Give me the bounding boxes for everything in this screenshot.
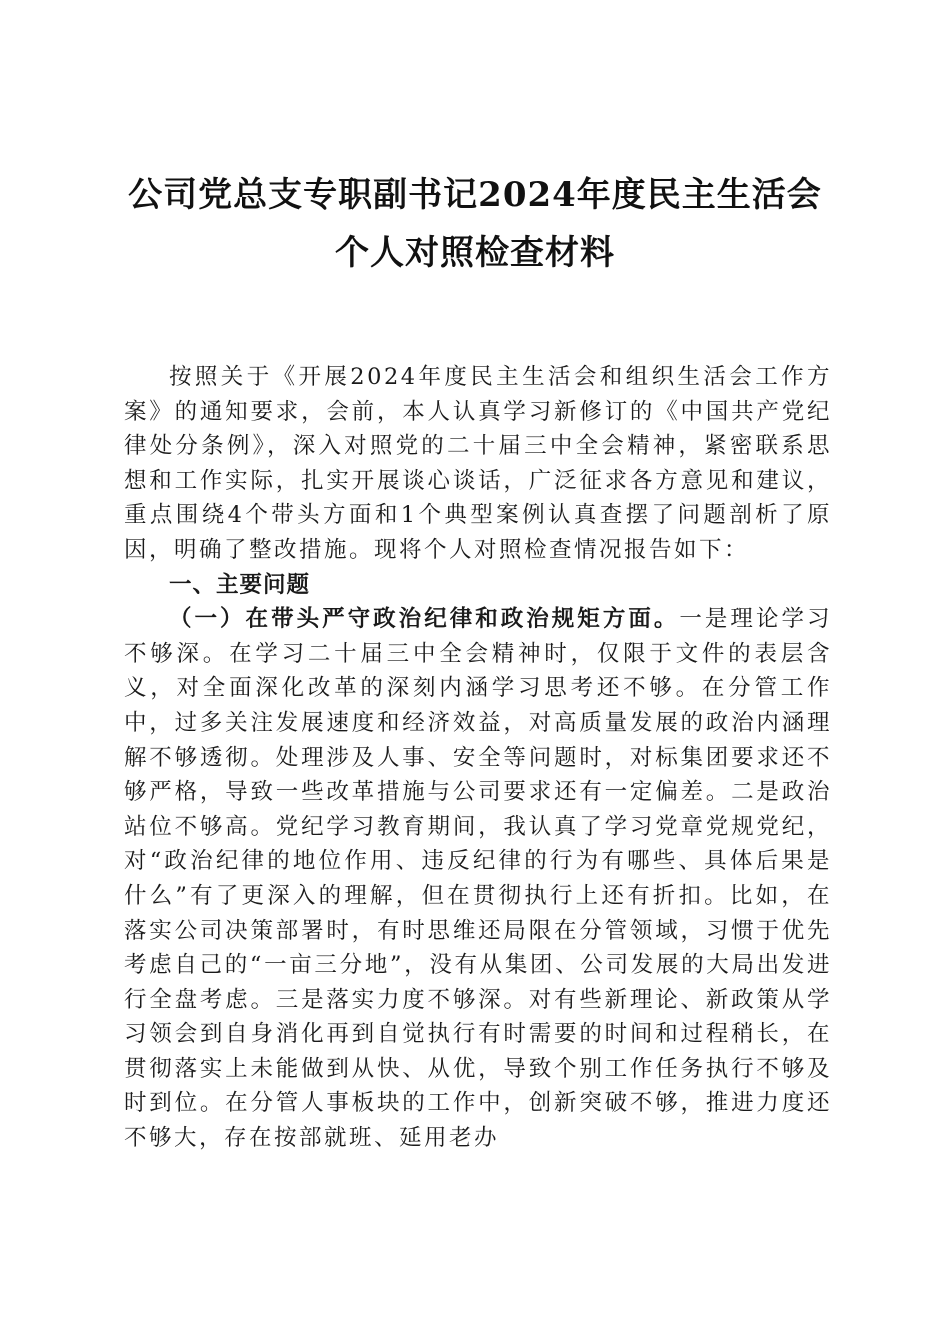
section-heading-main-problems: 一、主要问题 <box>169 571 311 598</box>
subsection-body-political-discipline: 一是理论学习不够深。在学习二十届三中全会精神时，仅限于文件的表层含义，对全面深化改革的深刻内涵学习思考还不够。在分管工作中，过多关注发展速度和经济效益，对高质量发展的政治内涵理解不够透彻。处理涉及人事、安全等问题时，对标集团要求还不够严格，导致一些改革措施与公司要求还有一定偏差。二是政治站位不够高。党纪学习教育期间，我认真了学习党章党规党纪，对“政治纪律的地位作用、违反纪律的行为有哪些、具体后果是什么”有了更深入的理解，但在贯彻执行上还有折扣。比如，在落实公司决策部署时，有时思维还局限在分管领域，习惯于优先考虑自己的“一亩三分地”，没有从集团、公司发展的大局出发进行全盘考虑。三是落实力度不够深。对有些新理论、新政策从学习领会到自身消化再到自觉执行有时需要的时间和过程稍长，在贯彻落实上未能做到从快、从优，导致个别工作任务执行不够及时到位。在分管人事板块的工作中，创新突破不够，推进力度还不够大，存在按部就班、延用老办 <box>124 606 832 1152</box>
section-1-paragraph-1 <box>124 602 832 1156</box>
intro-paragraph: 按照关于《开展2024年度民主生活会和组织生活会工作方案》的通知要求，会前，本人认真学习新修订的《中国共产党纪律处分条例》，深入对照党的二十届三中全会精神，紧密联系思想和工作实际，扎实开展谈心谈话，广泛征求各方意见和建议，重点围绕4个带头方面和1个典型案例认真查摆了问题剖析了原因，明确了整改措施。现将个人对照检查情况报告如下： <box>124 364 832 563</box>
document-title <box>100 166 850 282</box>
title-line-2: 个人对照检查材料 <box>335 233 615 273</box>
subsection-heading-political-discipline: （一）在带头严守政治纪律和政治规矩方面。 <box>169 606 680 633</box>
title-line-1: 公司党总支专职副书记2024年度民主生活会 <box>128 175 822 215</box>
document-body <box>124 360 832 1156</box>
